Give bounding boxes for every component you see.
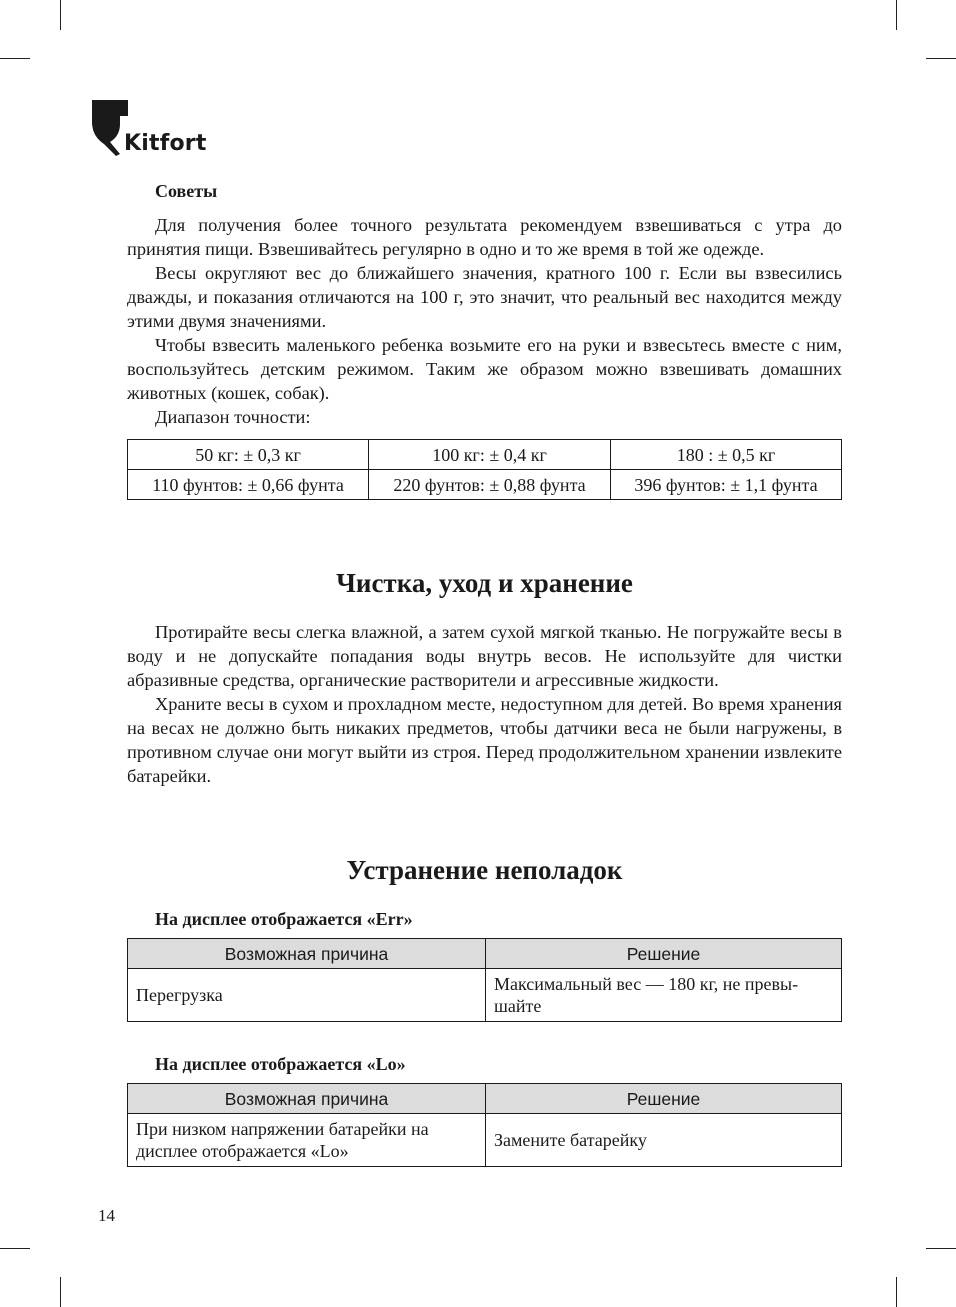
care-title: Чистка, уход и хранение xyxy=(336,568,633,598)
cause-cell: При низком напряжении батарейки на дисплее отображается «Lo» xyxy=(128,1114,486,1167)
column-header: Решение xyxy=(486,1084,842,1114)
err-heading: На дисплее отображается «Err» xyxy=(155,909,413,929)
crop-mark xyxy=(60,0,61,30)
table-header-row xyxy=(128,939,842,969)
brand-name: Kitfort xyxy=(124,131,207,156)
column-header: Возможная причина xyxy=(128,939,486,969)
tips-paragraph: Чтобы взвесить маленького ребенка возьмите его на руки и взвесьтесь вместе с ним, воспользуйтесь детским режимом. Таким же образом можно взвешивать домашних животных (кошек, собак). xyxy=(127,335,842,403)
tips-paragraph: Для получения более точного результата рекомендуем взвешиваться с утра до принятия пищи. Взвешивайтесь регулярно в одно и то же время в той же одежде. xyxy=(127,215,842,259)
care-paragraph: Протирайте весы слегка влажной, а затем сухой мягкой тканью. Не погружайте весы в воду и не допускайте попадания воды внутрь весов. Не используйте для чистки абразивные средства, органические растворители и агрессивные жидкости. xyxy=(127,622,842,690)
crop-mark xyxy=(896,0,897,30)
lo-table xyxy=(127,1083,842,1167)
column-header: Решение xyxy=(486,939,842,969)
accuracy-table xyxy=(127,439,842,500)
crop-mark xyxy=(0,58,30,59)
tips-section xyxy=(127,179,842,500)
table-cell: 50 кг: ± 0,3 кг xyxy=(128,440,369,470)
column-header: Возможная причина xyxy=(128,1084,486,1114)
crop-mark xyxy=(926,1248,956,1249)
table-row xyxy=(128,1114,842,1167)
table-cell: 396 фунтов: ± 1,1 фунта xyxy=(610,470,841,500)
err-table xyxy=(127,938,842,1022)
table-cell: 220 фунтов: ± 0,88 фунта xyxy=(369,470,611,500)
table-header-row xyxy=(128,1084,842,1114)
crop-mark xyxy=(0,1248,30,1249)
cause-cell: Перегрузка xyxy=(128,969,486,1022)
solution-cell: Замените батарейку xyxy=(486,1114,842,1167)
care-paragraph: Храните весы в сухом и прохладном месте, недоступном для детей. Во время хранения на весах не должно быть никаких предметов, чтобы датчики веса не были нагружены, в противном случае они могут выйти из строя. Перед продолжительном хранении извлеките батарейки. xyxy=(127,694,842,786)
table-row xyxy=(128,969,842,1022)
table-row xyxy=(128,440,842,470)
table-cell: 180 : ± 0,5 кг xyxy=(610,440,841,470)
tips-paragraph: Диапазон точности: xyxy=(155,407,311,427)
page-number: 14 xyxy=(98,1206,115,1225)
lo-heading: На дисплее отображается «Lo» xyxy=(155,1054,406,1074)
troubleshooting-title: Устранение неполадок xyxy=(346,855,623,885)
kitfort-logo-icon xyxy=(92,100,128,156)
table-row xyxy=(128,470,842,500)
tips-paragraph: Весы округляют вес до ближайшего значения, кратного 100 г. Если вы взвесились дважды, и показания отличаются на 100 г, это значит, что реальный вес находится между этими двумя значениями. xyxy=(127,263,842,331)
table-cell: 110 фунтов: ± 0,66 фунта xyxy=(128,470,369,500)
table-cell: 100 кг: ± 0,4 кг xyxy=(369,440,611,470)
troubleshooting-section xyxy=(127,853,842,1167)
brand-logo xyxy=(92,100,212,160)
tips-heading: Советы xyxy=(155,181,218,201)
crop-mark xyxy=(60,1277,61,1307)
crop-mark xyxy=(926,58,956,59)
solution-cell: Максимальный вес — 180 кг, не превышайте xyxy=(486,969,842,1022)
crop-mark xyxy=(896,1277,897,1307)
care-section xyxy=(127,566,842,788)
